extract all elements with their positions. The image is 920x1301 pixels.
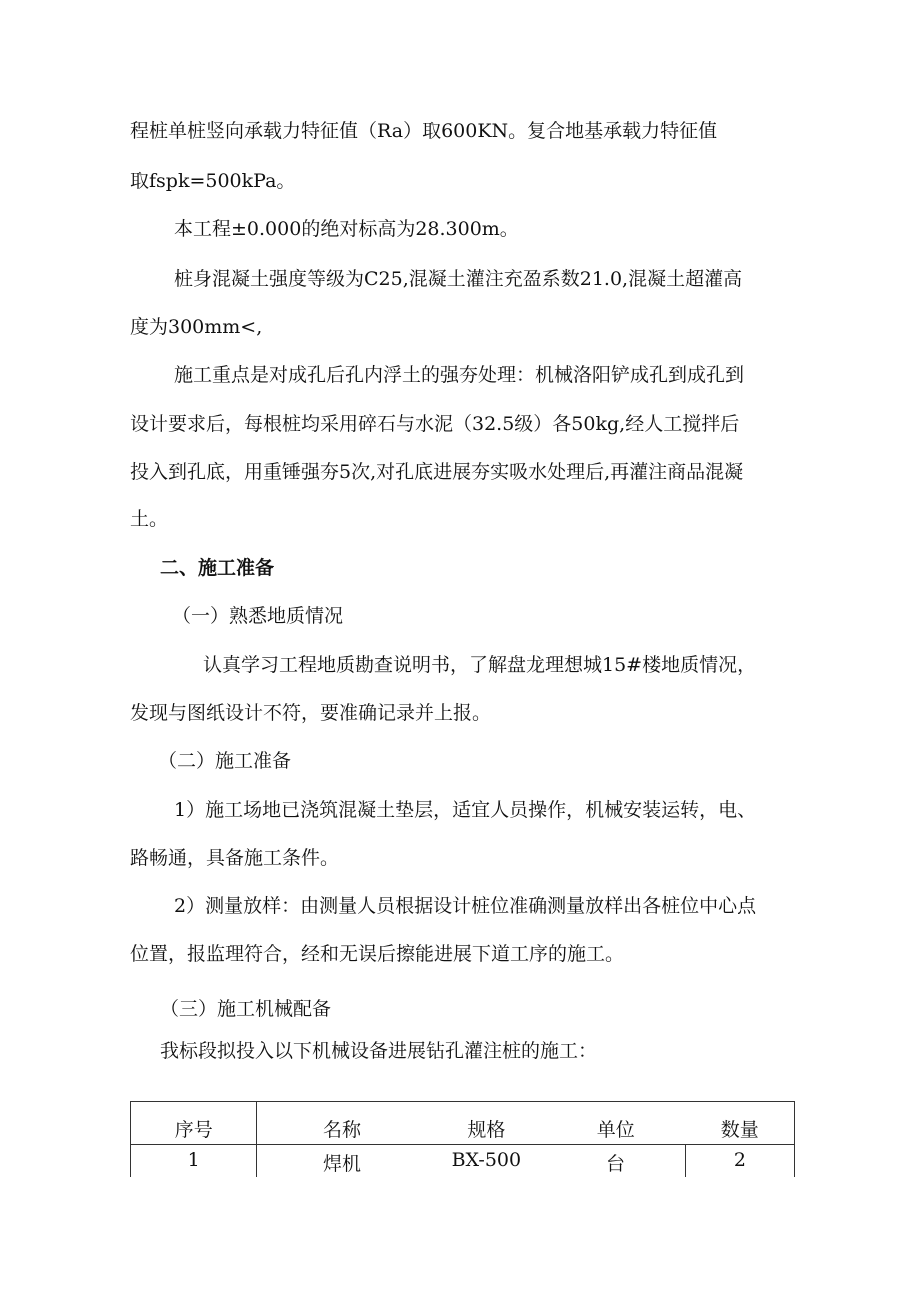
paragraph-line: 设计要求后，每根桩均采用碎石与水泥（32.5级）各50kg,经人工搅拌后 — [130, 413, 740, 435]
table-row — [131, 1145, 795, 1178]
paragraph-line: 投入到孔底，用重锤强夯5次,对孔底进展夯实吸水处理后,再灌注商品混凝 — [130, 461, 744, 483]
page-bottom-margin — [0, 1184, 920, 1301]
table-header-cell: 数量 — [685, 1102, 794, 1145]
table-header-cell: 单位 — [546, 1102, 685, 1145]
table-header-row — [131, 1102, 795, 1145]
subsection-title: （一）熟悉地质情况 — [172, 605, 344, 627]
paragraph-line: 路畅通，具备施工条件。 — [130, 847, 340, 869]
paragraph-line: 1）施工场地已浇筑混凝土垫层，适宜人员操作，机械安装运转，电、 — [174, 799, 757, 821]
equipment-table — [130, 1101, 795, 1177]
paragraph-line: 取fspk=500kPa。 — [130, 170, 296, 192]
subsection-title: （三）施工机械配备 — [160, 998, 332, 1020]
paragraph-line: 施工重点是对成孔后孔内浮土的强夯处理：机械洛阳铲成孔到成孔到 — [174, 364, 745, 386]
paragraph-line: 位置，报监理符合，经和无误后擦能进展下道工序的施工。 — [130, 943, 625, 965]
table-cell: 1 — [131, 1145, 257, 1178]
table-cell: 2 — [685, 1145, 794, 1178]
paragraph-line: 桩身混凝土强度等级为C25,混凝土灌注充盈系数21.0,混凝土超灌高 — [174, 268, 743, 290]
subsection-title: （二）施工准备 — [158, 750, 292, 772]
paragraph-line: 本工程±0.000的绝对标高为28.300m。 — [174, 218, 519, 240]
paragraph-line: 度为300mm<, — [130, 316, 263, 338]
table-cell: 焊机 — [257, 1145, 427, 1178]
paragraph-line: 土。 — [130, 508, 169, 530]
section-heading: 二、施工准备 — [160, 557, 275, 579]
paragraph-line: 发现与图纸设计不符，要准确记录并上报。 — [130, 702, 492, 724]
table-header-cell: 规格 — [427, 1102, 547, 1145]
table-header-cell: 名称 — [257, 1102, 427, 1145]
paragraph-line: 程桩单桩竖向承载力特征值（Ra）取600KN。复合地基承载力特征值 — [130, 120, 718, 142]
table-cell: 台 — [546, 1145, 685, 1178]
paragraph-line: 我标段拟投入以下机械设备进展钻孔灌注桩的施工： — [160, 1040, 598, 1062]
table-header-cell: 序号 — [131, 1102, 257, 1145]
paragraph-line: 认真学习工程地质勘查说明书，了解盘龙理想城15#楼地质情况， — [203, 654, 757, 676]
paragraph-line: 2）测量放样：由测量人员根据设计桩位准确测量放样出各桩位中心点 — [174, 895, 757, 917]
table-cell: BX-500 — [451, 1149, 522, 1171]
